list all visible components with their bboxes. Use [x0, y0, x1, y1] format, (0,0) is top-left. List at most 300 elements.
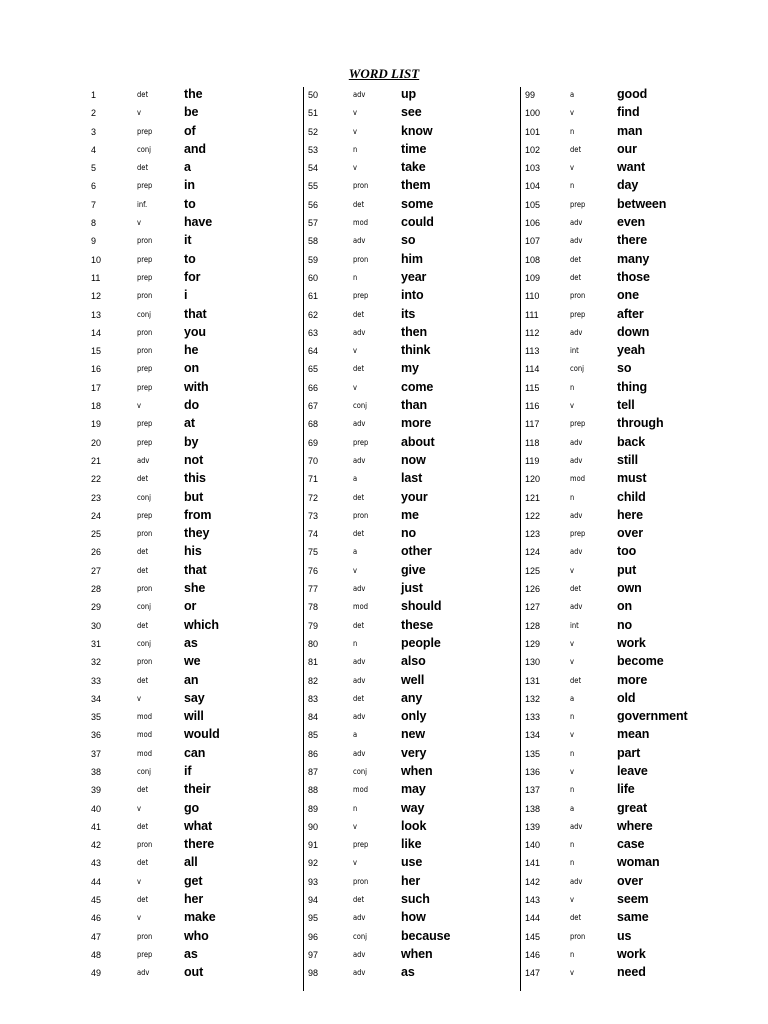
entry-number: 38: [91, 766, 102, 777]
part-of-speech: conj: [137, 144, 151, 154]
word: than: [401, 398, 427, 413]
entry-number: 5: [91, 163, 97, 174]
entry-number: 23: [91, 492, 102, 503]
word: more: [617, 672, 648, 687]
word: then: [401, 324, 427, 339]
word: through: [617, 416, 664, 431]
entry-number: 3: [91, 126, 97, 137]
entry-number: 76: [308, 565, 319, 576]
word: from: [184, 507, 212, 522]
part-of-speech: conj: [570, 364, 584, 374]
part-of-speech: mod: [570, 474, 585, 484]
word: there: [617, 233, 648, 248]
part-of-speech: det: [570, 913, 582, 923]
entry-number: 54: [308, 163, 319, 174]
word: more: [401, 416, 432, 431]
word: so: [401, 233, 416, 248]
entry-number: 72: [308, 492, 319, 503]
word: just: [401, 581, 423, 596]
word: at: [184, 416, 195, 431]
word: such: [401, 892, 430, 907]
word: those: [617, 269, 650, 284]
part-of-speech: n: [570, 181, 575, 191]
part-of-speech: det: [137, 785, 149, 795]
part-of-speech: mod: [353, 602, 368, 612]
word: as: [401, 965, 415, 980]
entry-number: 142: [525, 876, 541, 887]
word: yeah: [617, 343, 646, 358]
part-of-speech: n: [570, 949, 575, 959]
part-of-speech: det: [137, 565, 149, 575]
part-of-speech: n: [353, 803, 358, 813]
part-of-speech: prep: [353, 840, 369, 850]
part-of-speech: conj: [137, 602, 151, 612]
word: one: [617, 288, 639, 303]
part-of-speech: pron: [137, 346, 153, 356]
part-of-speech: det: [353, 620, 365, 630]
part-of-speech: mod: [137, 730, 152, 740]
entry-number: 113: [525, 346, 540, 357]
entry-number: 19: [91, 419, 102, 430]
word: well: [401, 672, 425, 687]
entry-number: 16: [91, 364, 102, 375]
entry-number: 81: [308, 657, 319, 668]
word: over: [617, 526, 644, 541]
part-of-speech: det: [137, 821, 149, 831]
word: put: [617, 562, 637, 577]
entry-number: 44: [91, 876, 102, 887]
entry-number: 66: [308, 382, 319, 393]
entry-number: 140: [525, 840, 541, 851]
part-of-speech: adv: [570, 327, 583, 337]
part-of-speech: pron: [353, 181, 369, 191]
part-of-speech: adv: [353, 236, 366, 246]
word: me: [401, 507, 419, 522]
entry-number: 7: [91, 199, 97, 210]
part-of-speech: pron: [137, 657, 153, 667]
entry-number: 52: [308, 126, 319, 137]
entry-number: 59: [308, 254, 319, 265]
entry-number: 136: [525, 766, 541, 777]
part-of-speech: v: [137, 218, 141, 228]
entry-number: 21: [91, 455, 102, 466]
entry-number: 53: [308, 144, 319, 155]
word: too: [617, 544, 637, 559]
word: government: [617, 709, 688, 724]
column-divider: [303, 87, 304, 991]
part-of-speech: det: [137, 90, 149, 99]
part-of-speech: adv: [353, 968, 366, 978]
word: man: [617, 123, 643, 138]
word: good: [617, 87, 648, 101]
word: this: [184, 471, 206, 486]
word: how: [401, 910, 426, 925]
word: could: [401, 215, 434, 230]
entry-number: 33: [91, 675, 102, 686]
word: want: [617, 160, 646, 175]
entry-number: 112: [525, 327, 540, 338]
part-of-speech: v: [137, 693, 141, 703]
word: time: [401, 141, 427, 156]
part-of-speech: conj: [137, 638, 151, 648]
word: must: [617, 471, 647, 486]
part-of-speech: prep: [137, 510, 153, 520]
entry-number: 117: [525, 419, 540, 430]
part-of-speech: pron: [353, 876, 369, 886]
part-of-speech: adv: [570, 510, 583, 520]
entry-number: 106: [525, 218, 541, 229]
part-of-speech: mod: [137, 748, 152, 758]
word: go: [184, 800, 200, 815]
word: where: [617, 818, 653, 833]
word: thing: [617, 379, 648, 394]
part-of-speech: adv: [570, 218, 583, 228]
part-of-speech: int: [570, 346, 579, 356]
word: give: [401, 562, 426, 577]
entry-number: 50: [308, 90, 319, 100]
word: any: [401, 690, 423, 705]
word: with: [184, 379, 209, 394]
part-of-speech: v: [137, 913, 141, 923]
word: own: [617, 581, 642, 596]
entry-number: 55: [308, 181, 319, 192]
entry-number: 48: [91, 949, 102, 960]
entry-number: 94: [308, 895, 319, 906]
part-of-speech: adv: [137, 968, 150, 978]
word: her: [184, 892, 204, 907]
word: them: [401, 178, 431, 193]
part-of-speech: adv: [353, 949, 366, 959]
word: mean: [617, 727, 650, 742]
word: if: [184, 763, 192, 778]
part-of-speech: det: [570, 144, 582, 154]
word: because: [401, 928, 451, 943]
word: come: [401, 379, 434, 394]
word: may: [401, 782, 426, 797]
word: an: [184, 672, 199, 687]
part-of-speech: det: [137, 675, 149, 685]
entry-number: 124: [525, 547, 541, 558]
word: and: [184, 141, 206, 156]
entry-number: 56: [308, 199, 319, 210]
entry-number: 133: [525, 712, 541, 723]
entry-number: 70: [308, 455, 319, 466]
word: new: [401, 727, 426, 742]
entry-number: 26: [91, 547, 102, 558]
word: as: [184, 635, 198, 650]
word: on: [184, 361, 200, 376]
word: my: [401, 361, 419, 376]
entry-number: 39: [91, 785, 102, 796]
part-of-speech: conj: [137, 309, 151, 319]
entry-number: 125: [525, 565, 541, 576]
part-of-speech: mod: [353, 218, 368, 228]
word: his: [184, 544, 202, 559]
word: say: [184, 690, 205, 705]
part-of-speech: n: [353, 144, 358, 154]
word: other: [401, 544, 432, 559]
word: your: [401, 489, 428, 504]
part-of-speech: pron: [137, 584, 153, 594]
word: will: [184, 709, 204, 724]
part-of-speech: inf.: [137, 199, 148, 209]
part-of-speech: det: [353, 693, 365, 703]
entry-number: 9: [91, 236, 97, 247]
word: here: [617, 507, 644, 522]
part-of-speech: adv: [353, 90, 366, 99]
word: they: [184, 526, 210, 541]
entry-number: 32: [91, 657, 102, 668]
part-of-speech: v: [570, 163, 574, 173]
entry-number: 67: [308, 401, 319, 412]
entry-number: 97: [308, 949, 319, 960]
part-of-speech: det: [570, 272, 582, 282]
word: not: [184, 452, 204, 467]
entry-number: 134: [525, 730, 541, 741]
part-of-speech: a: [353, 547, 358, 557]
word: find: [617, 105, 640, 120]
word: up: [401, 87, 417, 101]
entry-number: 41: [91, 821, 102, 832]
word: i: [184, 288, 188, 303]
part-of-speech: adv: [570, 455, 583, 465]
entry-number: 122: [525, 510, 541, 521]
entry-number: 64: [308, 346, 319, 357]
part-of-speech: adv: [570, 876, 583, 886]
entry-number: 110: [525, 291, 540, 302]
part-of-speech: conj: [353, 401, 367, 411]
entry-number: 90: [308, 821, 319, 832]
word: which: [184, 617, 219, 632]
part-of-speech: prep: [137, 382, 153, 392]
entry-number: 65: [308, 364, 319, 375]
word: no: [401, 526, 417, 541]
part-of-speech: det: [137, 895, 149, 905]
word: out: [184, 965, 204, 980]
entry-number: 120: [525, 474, 541, 485]
part-of-speech: prep: [137, 364, 153, 374]
entry-number: 12: [91, 291, 102, 302]
word: take: [401, 160, 426, 175]
entry-number: 75: [308, 547, 319, 558]
word: many: [617, 251, 650, 266]
entry-number: 141: [525, 858, 541, 869]
entry-number: 24: [91, 510, 102, 521]
word: the: [184, 87, 203, 101]
entry-number: 17: [91, 382, 102, 393]
entry-number: 143: [525, 895, 541, 906]
entry-number: 37: [91, 748, 102, 759]
part-of-speech: pron: [353, 510, 369, 520]
word: over: [617, 873, 644, 888]
word: year: [401, 269, 427, 284]
word: seem: [617, 892, 649, 907]
part-of-speech: pron: [570, 931, 586, 941]
word: make: [184, 910, 216, 925]
entry-number: 101: [525, 126, 541, 137]
part-of-speech: pron: [137, 236, 153, 246]
entry-number: 135: [525, 748, 541, 759]
entry-number: 58: [308, 236, 319, 247]
word: woman: [617, 855, 660, 870]
word: very: [401, 745, 427, 760]
word: that: [184, 306, 207, 321]
entry-number: 145: [525, 931, 541, 942]
word: of: [184, 123, 196, 138]
entry-number: 63: [308, 327, 319, 338]
word: when: [401, 946, 433, 961]
word: should: [401, 599, 442, 614]
part-of-speech: a: [353, 730, 358, 740]
part-of-speech: v: [570, 766, 574, 776]
entry-number: 116: [525, 401, 540, 412]
entry-number: 84: [308, 712, 319, 723]
part-of-speech: prep: [137, 181, 153, 191]
word: way: [401, 800, 425, 815]
word: he: [184, 343, 199, 358]
entry-number: 18: [91, 401, 102, 412]
part-of-speech: n: [570, 492, 575, 502]
word: need: [617, 965, 646, 980]
entry-number: 77: [308, 584, 319, 595]
entry-number: 28: [91, 584, 102, 595]
entry-number: 30: [91, 620, 102, 631]
entry-number: 131: [525, 675, 541, 686]
part-of-speech: prep: [353, 291, 369, 301]
part-of-speech: v: [137, 401, 141, 411]
part-of-speech: v: [353, 346, 357, 356]
entry-number: 102: [525, 144, 541, 155]
part-of-speech: det: [353, 364, 365, 374]
word: get: [184, 873, 203, 888]
entry-number: 68: [308, 419, 319, 430]
entry-number: 126: [525, 584, 541, 595]
part-of-speech: v: [137, 803, 141, 813]
entry-number: 139: [525, 821, 541, 832]
entry-number: 36: [91, 730, 102, 741]
entry-number: 29: [91, 602, 102, 613]
word: but: [184, 489, 204, 504]
entry-number: 93: [308, 876, 319, 887]
part-of-speech: v: [570, 657, 574, 667]
part-of-speech: det: [353, 492, 365, 502]
word: down: [617, 324, 650, 339]
word: people: [401, 635, 441, 650]
part-of-speech: prep: [353, 437, 369, 447]
entry-number: 83: [308, 693, 319, 704]
entry-number: 103: [525, 163, 541, 174]
word: some: [401, 196, 434, 211]
word: on: [617, 599, 633, 614]
entry-number: 132: [525, 693, 541, 704]
part-of-speech: n: [570, 712, 575, 722]
part-of-speech: v: [570, 730, 574, 740]
part-of-speech: pron: [137, 840, 153, 850]
word: case: [617, 837, 645, 852]
entry-number: 121: [525, 492, 541, 503]
entry-number: 47: [91, 931, 102, 942]
word: no: [617, 617, 633, 632]
part-of-speech: v: [353, 821, 357, 831]
word: a: [184, 160, 191, 175]
word: work: [617, 946, 646, 961]
entry-number: 40: [91, 803, 102, 814]
part-of-speech: adv: [353, 913, 366, 923]
part-of-speech: prep: [137, 949, 153, 959]
entry-number: 22: [91, 474, 102, 485]
part-of-speech: adv: [353, 419, 366, 429]
entry-number: 35: [91, 712, 102, 723]
entry-number: 104: [525, 181, 541, 192]
entry-number: 108: [525, 254, 541, 265]
part-of-speech: pron: [353, 254, 369, 264]
entry-number: 45: [91, 895, 102, 906]
part-of-speech: pron: [137, 529, 153, 539]
word: so: [617, 361, 632, 376]
part-of-speech: pron: [137, 291, 153, 301]
word: into: [401, 288, 424, 303]
word: day: [617, 178, 639, 193]
entry-number: 96: [308, 931, 319, 942]
word: its: [401, 306, 416, 321]
word: would: [184, 727, 220, 742]
word: you: [184, 324, 206, 339]
entry-number: 85: [308, 730, 319, 741]
entry-number: 25: [91, 529, 102, 540]
word: for: [184, 269, 201, 284]
part-of-speech: a: [353, 474, 358, 484]
entry-number: 15: [91, 346, 102, 357]
part-of-speech: v: [570, 968, 574, 978]
entry-number: 144: [525, 913, 541, 924]
entry-number: 60: [308, 272, 319, 283]
entry-number: 61: [308, 291, 319, 302]
part-of-speech: det: [353, 529, 365, 539]
entry-number: 98: [308, 968, 319, 979]
word: like: [401, 837, 422, 852]
entry-number: 73: [308, 510, 319, 521]
word: these: [401, 617, 434, 632]
part-of-speech: a: [570, 90, 575, 99]
word: to: [184, 196, 196, 211]
part-of-speech: adv: [353, 712, 366, 722]
word: who: [184, 928, 209, 943]
part-of-speech: a: [570, 693, 575, 703]
part-of-speech: v: [353, 382, 357, 392]
word: their: [184, 782, 211, 797]
part-of-speech: conj: [353, 766, 367, 776]
part-of-speech: prep: [570, 199, 586, 209]
word: we: [184, 654, 201, 669]
word: leave: [617, 763, 648, 778]
word: also: [401, 654, 426, 669]
entry-number: 57: [308, 218, 319, 229]
part-of-speech: mod: [353, 785, 368, 795]
entry-number: 4: [91, 144, 97, 155]
entry-number: 69: [308, 437, 319, 448]
part-of-speech: det: [570, 675, 582, 685]
part-of-speech: v: [353, 858, 357, 868]
part-of-speech: v: [570, 895, 574, 905]
entry-number: 107: [525, 236, 541, 247]
entry-number: 114: [525, 364, 540, 375]
part-of-speech: prep: [137, 254, 153, 264]
entry-number: 13: [91, 309, 102, 320]
word: have: [184, 215, 213, 230]
part-of-speech: prep: [570, 419, 586, 429]
entry-number: 1: [91, 90, 97, 100]
word: can: [184, 745, 206, 760]
